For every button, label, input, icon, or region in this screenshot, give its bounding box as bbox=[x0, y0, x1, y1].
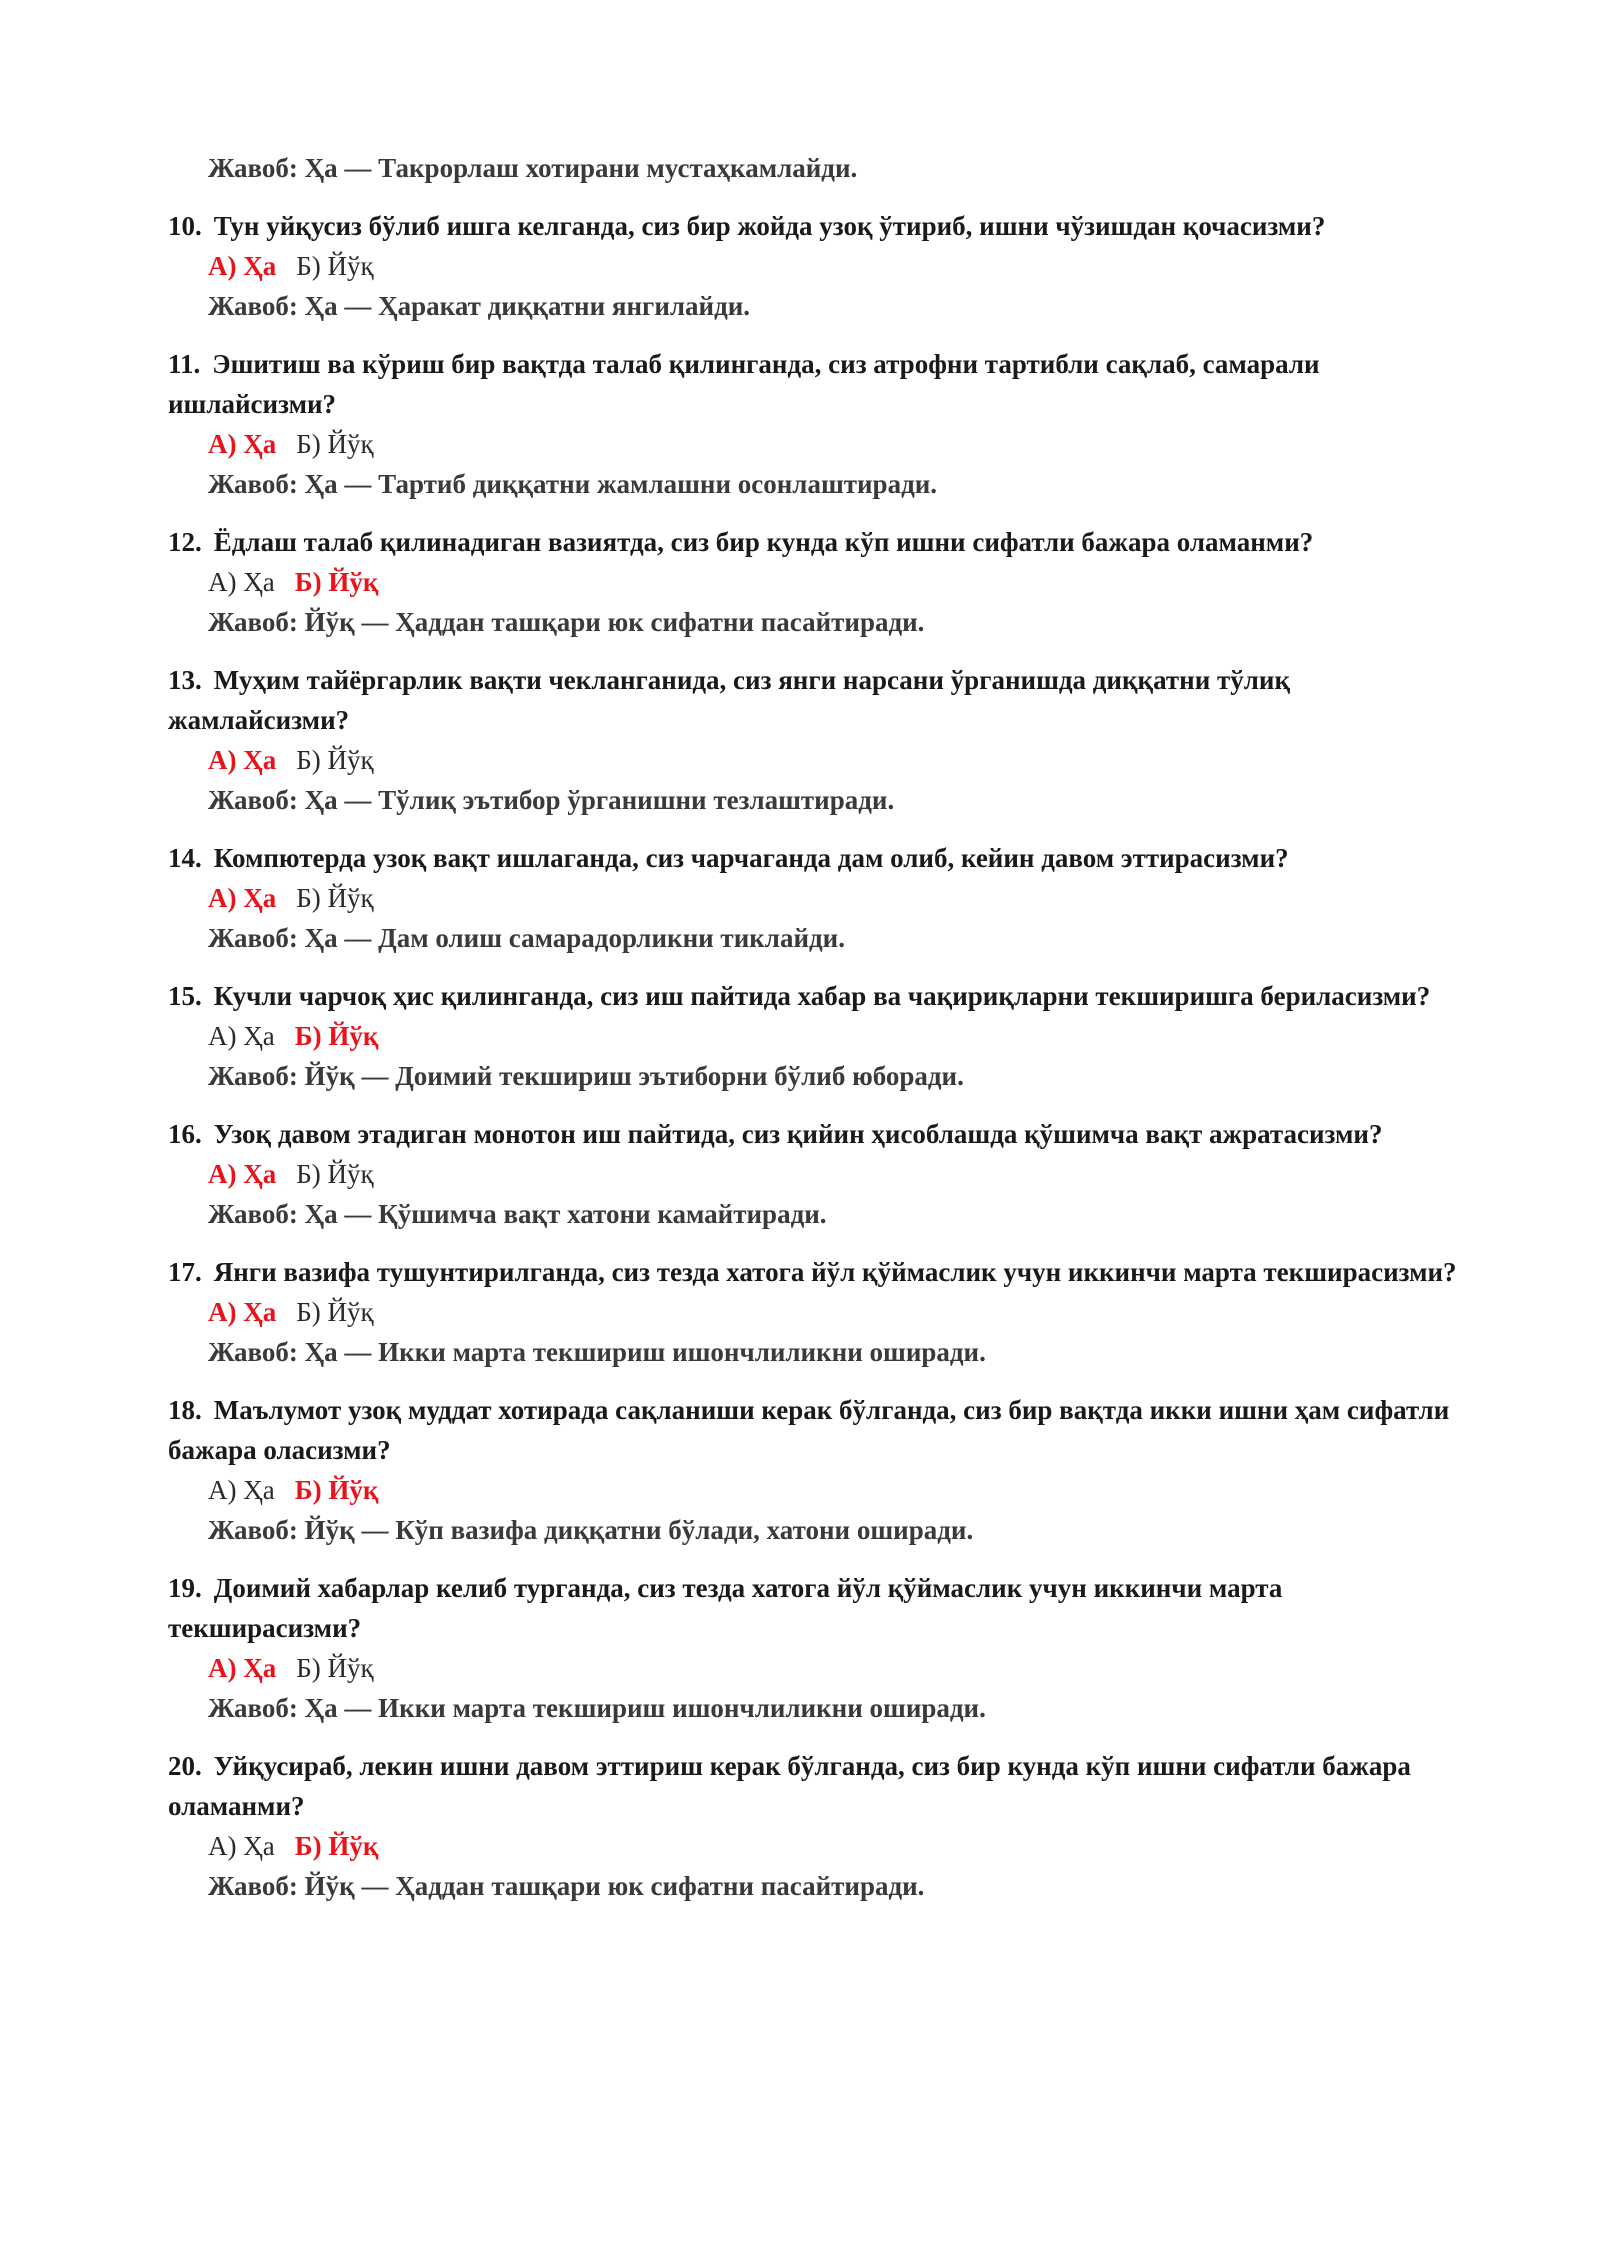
answer-options bbox=[208, 424, 1468, 464]
option-a: А) Ҳа bbox=[208, 1297, 277, 1327]
answer-options bbox=[208, 1470, 1468, 1510]
option-b: Б) Йўқ bbox=[294, 1475, 379, 1505]
question-block bbox=[168, 660, 1468, 820]
option-a: А) Ҳа bbox=[208, 429, 277, 459]
answer-options bbox=[208, 1154, 1468, 1194]
question-number: 10. bbox=[168, 211, 202, 241]
question-block bbox=[168, 1390, 1468, 1550]
option-b: Б) Йўқ bbox=[296, 251, 374, 281]
question-number: 14. bbox=[168, 843, 202, 873]
question-number: 17. bbox=[168, 1257, 202, 1287]
question-text bbox=[168, 1252, 1468, 1292]
question-text bbox=[168, 838, 1468, 878]
option-b: Б) Йўқ bbox=[296, 1159, 374, 1189]
option-a: А) Ҳа bbox=[208, 883, 277, 913]
option-b: Б) Йўқ bbox=[296, 1653, 374, 1683]
question-text bbox=[168, 1746, 1468, 1826]
option-b: Б) Йўқ bbox=[296, 745, 374, 775]
option-a: А) Ҳа bbox=[208, 567, 275, 597]
option-b: Б) Йўқ bbox=[294, 567, 379, 597]
question-block bbox=[168, 344, 1468, 504]
question-block bbox=[168, 522, 1468, 642]
answer-options bbox=[208, 1826, 1468, 1866]
option-a: А) Ҳа bbox=[208, 1475, 275, 1505]
option-b: Б) Йўқ bbox=[296, 883, 374, 913]
question-text bbox=[168, 660, 1468, 740]
question-number: 19. bbox=[168, 1573, 202, 1603]
answer-options bbox=[208, 1292, 1468, 1332]
option-b: Б) Йўқ bbox=[296, 429, 374, 459]
question-block bbox=[168, 1114, 1468, 1234]
question-block bbox=[168, 838, 1468, 958]
question-body: Доимий хабарлар келиб турганда, сиз тезда хатога йўл қўймаслик учун иккинчи марта текширасизми? bbox=[168, 1573, 1283, 1643]
option-a: А) Ҳа bbox=[208, 745, 277, 775]
answer-options bbox=[208, 878, 1468, 918]
question-number: 13. bbox=[168, 665, 202, 695]
option-b: Б) Йўқ bbox=[296, 1297, 374, 1327]
question-number: 18. bbox=[168, 1395, 202, 1425]
answer-options bbox=[208, 246, 1468, 286]
question-body: Тун уйқусиз бўлиб ишга келганда, сиз бир жойда узоқ ўтириб, ишни чўзишдан қочасизми? bbox=[213, 211, 1326, 241]
option-b: Б) Йўқ bbox=[294, 1021, 379, 1051]
question-body: Эшитиш ва кўриш бир вақтда талаб қилинганда, сиз атрофни тартибли сақлаб, самарали ишлайсизми? bbox=[168, 349, 1320, 419]
answer-line: Жавоб: Ҳа — Тўлиқ эътибор ўрганишни тезлаштиради. bbox=[208, 785, 895, 815]
question-text bbox=[168, 1568, 1468, 1648]
question-block bbox=[168, 1746, 1468, 1906]
answer-line: Жавоб: Ҳа — Тартиб диққатни жамлашни осонлаштиради. bbox=[208, 469, 938, 499]
question-number: 11. bbox=[168, 349, 201, 379]
option-a: А) Ҳа bbox=[208, 1159, 277, 1189]
answer-options bbox=[208, 740, 1468, 780]
answer-line: Жавоб: Ҳа — Икки марта текшириш ишончлиликни оширади. bbox=[208, 1693, 986, 1723]
question-block bbox=[168, 1252, 1468, 1372]
question-block bbox=[168, 1568, 1468, 1728]
option-a: А) Ҳа bbox=[208, 1021, 275, 1051]
answer-line: Жавоб: Йўқ — Кўп вазифа диққатни бўлади, хатони оширади. bbox=[208, 1515, 974, 1545]
question-body: Кучли чарчоқ ҳис қилинганда, сиз иш пайтида хабар ва чақириқларни текширишга бериласизми? bbox=[213, 981, 1431, 1011]
answer-options bbox=[208, 1648, 1468, 1688]
option-a: А) Ҳа bbox=[208, 1653, 277, 1683]
answer-line: Жавоб: Ҳа — Икки марта текшириш ишончлиликни оширади. bbox=[208, 1337, 986, 1367]
option-a: А) Ҳа bbox=[208, 1831, 275, 1861]
question-text bbox=[168, 206, 1468, 246]
question-text bbox=[168, 1114, 1468, 1154]
option-b: Б) Йўқ bbox=[294, 1831, 379, 1861]
answer-line: Жавоб: Йўқ — Ҳаддан ташқари юк сифатни пасайтиради. bbox=[208, 1871, 925, 1901]
question-body: Муҳим тайёргарлик вақти чекланганида, сиз янги нарсани ўрганишда диққатни тўлиқ жамлайсизми? bbox=[168, 665, 1291, 735]
question-body: Компютерда узоқ вақт ишлаганда, сиз чарчаганда дам олиб, кейин давом эттирасизми? bbox=[213, 843, 1289, 873]
question-body: Янги вазифа тушунтирилганда, сиз тезда хатога йўл қўймаслик учун иккинчи марта текширасизми? bbox=[213, 1257, 1457, 1287]
question-number: 12. bbox=[168, 527, 202, 557]
question-number: 16. bbox=[168, 1119, 202, 1149]
answer-options bbox=[208, 562, 1468, 602]
question-body: Узоқ давом этадиган монотон иш пайтида, сиз қийин ҳисоблашда қўшимча вақт ажратасизми? bbox=[213, 1119, 1383, 1149]
question-text bbox=[168, 976, 1468, 1016]
document-page bbox=[168, 148, 1468, 1906]
question-list bbox=[168, 206, 1468, 1906]
answer-line: Жавоб: Ҳа — Қўшимча вақт хатони камайтиради. bbox=[208, 1199, 827, 1229]
option-a: А) Ҳа bbox=[208, 251, 277, 281]
question-body: Уйқусираб, лекин ишни давом эттириш керак бўлганда, сиз бир кунда кўп ишни сифатли бажара оламанми? bbox=[168, 1751, 1411, 1821]
question-block bbox=[168, 976, 1468, 1096]
answer-line: Жавоб: Йўқ — Доимий текшириш эътиборни бўлиб юборади. bbox=[208, 1061, 964, 1091]
question-block bbox=[168, 206, 1468, 326]
question-number: 15. bbox=[168, 981, 202, 1011]
answer-line: Жавоб: Ҳа — Дам олиш самарадорликни тиклайди. bbox=[208, 923, 845, 953]
answer-options bbox=[208, 1016, 1468, 1056]
question-body: Маълумот узоқ муддат хотирада сақланиши керак бўлганда, сиз бир вақтда икки ишни ҳам сифатли бажара оласизми? bbox=[168, 1395, 1450, 1465]
question-text bbox=[168, 344, 1468, 424]
question-number: 20. bbox=[168, 1751, 202, 1781]
answer-line-9: Жавоб: Ҳа — Такрорлаш хотирани мустаҳкамлайди. bbox=[208, 153, 858, 183]
question-text bbox=[168, 1390, 1468, 1470]
answer-line: Жавоб: Ҳа — Ҳаракат диққатни янгилайди. bbox=[208, 291, 751, 321]
question-body: Ёдлаш талаб қилинадиган вазиятда, сиз бир кунда кўп ишни сифатли бажара оламанми? bbox=[213, 527, 1314, 557]
answer-line: Жавоб: Йўқ — Ҳаддан ташқари юк сифатни пасайтиради. bbox=[208, 607, 925, 637]
question-text bbox=[168, 522, 1468, 562]
